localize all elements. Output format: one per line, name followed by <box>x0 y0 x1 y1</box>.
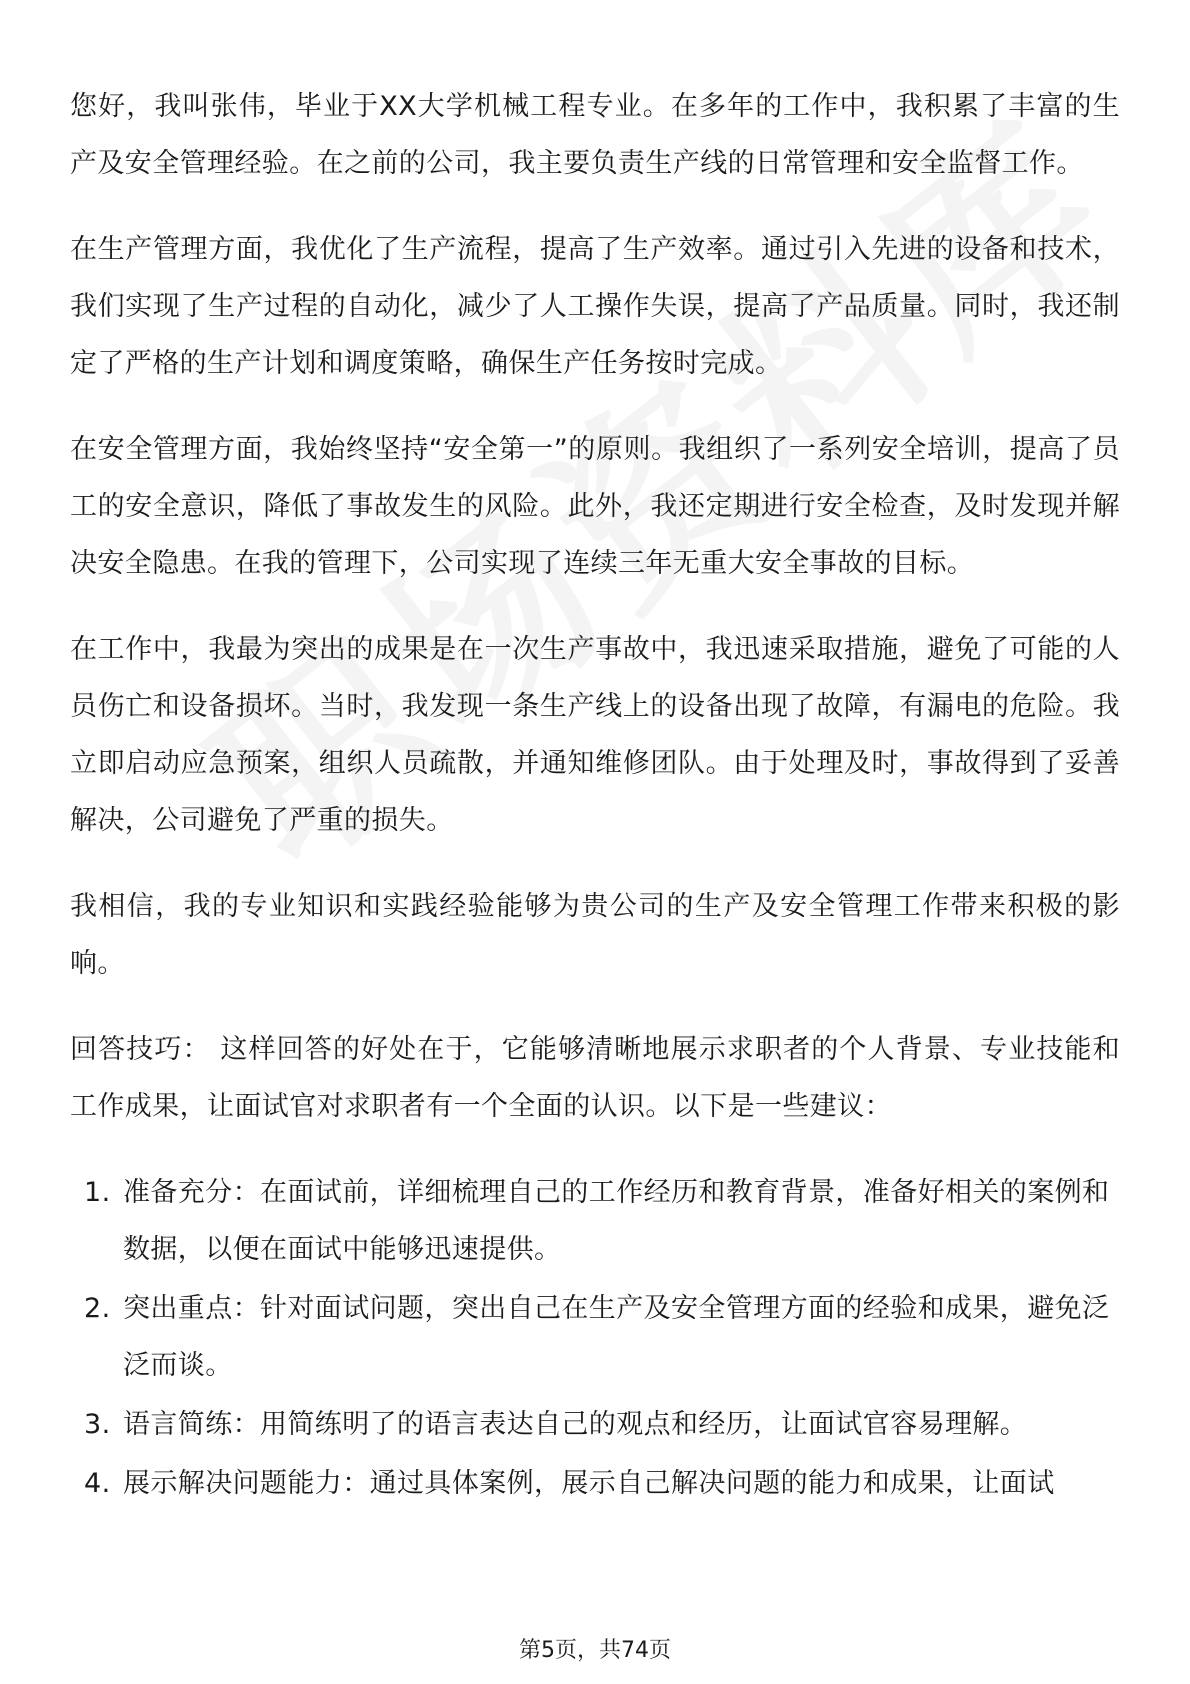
list-item-text: 展示解决问题能力：通过具体案例，展示自己解决问题的能力和成果，让面试 <box>123 1468 1055 1499</box>
list-item-number: 1. <box>84 1177 111 1208</box>
paragraph-safety-management: 在安全管理方面，我始终坚持“安全第一”的原则。我组织了一系列安全培训，提高了员工的安全意识，降低了事故发生的风险。此外，我还定期进行安全检查，及时发现并解决安全隐患。在我的管理下，公司实现了连续三年无重大安全事故的目标。 <box>70 434 1120 579</box>
list-item <box>70 1455 1120 1512</box>
list-item <box>70 1396 1120 1453</box>
list-item-number: 4. <box>84 1468 111 1499</box>
paragraph-intro: 您好，我叫张伟，毕业于XX大学机械工程专业。在多年的工作中，我积累了丰富的生产及安全管理经验。在之前的公司，我主要负责生产线的日常管理和安全监督工作。 <box>70 91 1120 179</box>
list-item-text: 语言简练：用简练明了的语言表达自己的观点和经历，让面试官容易理解。 <box>123 1409 1028 1440</box>
page-number-footer: 第5页，共74页 <box>519 1638 671 1663</box>
paragraph-production-management: 在生产管理方面，我优化了生产流程，提高了生产效率。通过引入先进的设备和技术，我们实现了生产过程的自动化，减少了人工操作失误，提高了产品质量。同时，我还制定了严格的生产计划和调度策略，确保生产任务按时完成。 <box>70 234 1120 379</box>
list-item-number: 3. <box>84 1409 111 1440</box>
paragraph-answer-tips: 回答技巧： 这样回答的好处在于，它能够清晰地展示求职者的个人背景、专业技能和工作成果，让面试官对求职者有一个全面的认识。以下是一些建议： <box>70 1034 1120 1122</box>
paragraph-conclusion: 我相信，我的专业知识和实践经验能够为贵公司的生产及安全管理工作带来积极的影响。 <box>70 891 1120 979</box>
tips-list <box>70 1164 1120 1512</box>
list-item-number: 2. <box>84 1293 111 1324</box>
list-item <box>70 1280 1120 1394</box>
document-body <box>70 78 1120 1514</box>
list-item-text: 准备充分：在面试前，详细梳理自己的工作经历和教育背景，准备好相关的案例和数据，以便在面试中能够迅速提供。 <box>123 1177 1110 1265</box>
paragraph-achievement: 在工作中，我最为突出的成果是在一次生产事故中，我迅速采取措施，避免了可能的人员伤亡和设备损坏。当时，我发现一条生产线上的设备出现了故障，有漏电的危险。我立即启动应急预案，组织人员疏散，并通知维修团队。由于处理及时，事故得到了妥善解决，公司避免了严重的损失。 <box>70 634 1120 836</box>
list-item <box>70 1164 1120 1278</box>
list-item-text: 突出重点：针对面试问题，突出自己在生产及安全管理方面的经验和成果，避免泛泛而谈。 <box>123 1293 1110 1381</box>
